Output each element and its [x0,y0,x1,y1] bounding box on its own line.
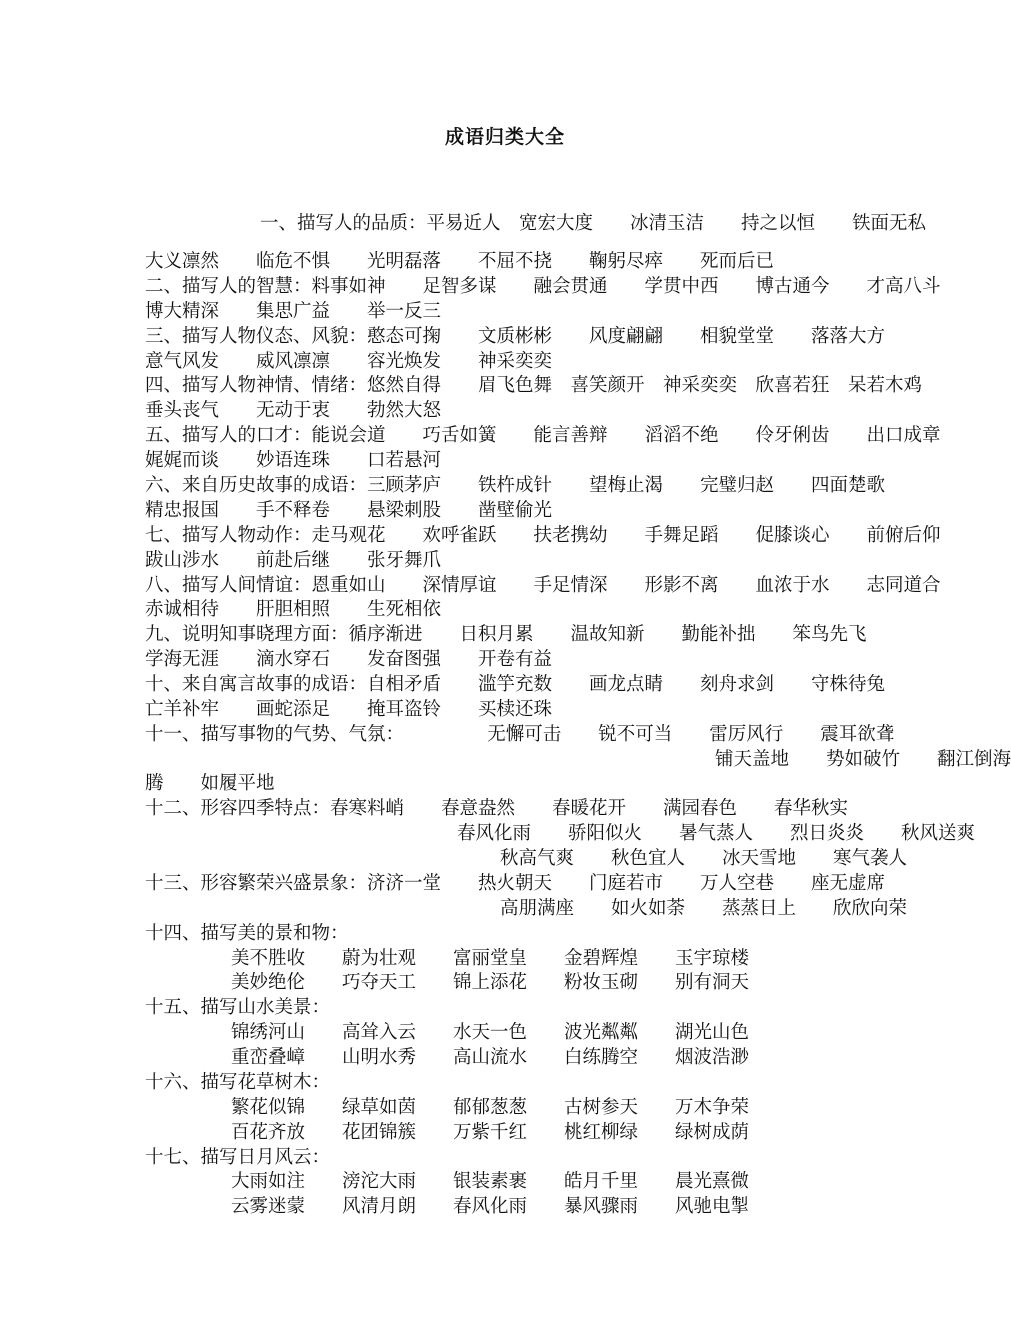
text-line: 繁花似锦 绿草如茵 郁郁葱葱 古树参天 万木争荣 [231,1097,750,1118]
text-line: 锦绣河山 高耸入云 水天一色 波光粼粼 湖光山色 [231,1022,750,1043]
text-line: 跋山涉水 前赴后继 张牙舞爪 [145,550,442,571]
text-line: 美不胜收 蔚为壮观 富丽堂皇 金碧辉煌 玉宇琼楼 [231,948,750,969]
text-line: 十七、描写日月风云： [145,1147,331,1168]
text-line: 大义凛然 临危不惧 光明磊落 不屈不挠 鞠躬尽瘁 死而后已 [145,251,775,272]
text-line: 六、来自历史故事的成语：三顾茅庐 铁杵成针 望梅止渴 完璧归赵 四面楚歌 [145,475,886,496]
text-line: 百花齐放 花团锦簇 万紫千红 桃红柳绿 绿树成荫 [231,1122,750,1143]
text-line: 九、说明知事晓理方面：循序渐进 日积月累 温故知新 勤能补拙 笨鸟先飞 [145,624,867,645]
text-line: 铺天盖地 势如破竹 翻江倒海 [715,749,1011,770]
text-line: 美妙绝伦 巧夺天工 锦上添花 粉妆玉砌 别有洞天 [231,972,750,993]
text-line: 十三、形容繁荣兴盛景象：济济一堂 热火朝天 门庭若市 万人空巷 座无虚席 [145,873,886,894]
page-title: 成语归类大全 [444,126,565,148]
text-line: 十二、形容四季特点：春寒料峭 春意盎然 春暖花开 满园春色 春华秋实 [145,798,849,819]
text-line: 十、来自寓言故事的成语：自相矛盾 滥竽充数 画龙点睛 刻舟求剑 守株待兔 [145,674,886,695]
text-line: 高朋满座 如火如荼 蒸蒸日上 欣欣向荣 [500,898,908,919]
text-line: 十六、描写花草树木： [145,1072,331,1093]
text-line: 一、描写人的品质：平易近人 宽宏大度 冰清玉洁 持之以恒 铁面无私 [260,213,927,234]
text-line: 十四、描写美的景和物： [145,923,349,944]
text-line: 秋高气爽 秋色宜人 冰天雪地 寒气袭人 [500,848,908,869]
text-line: 云雾迷蒙 风清月朗 春风化雨 暴风骤雨 风驰电掣 [231,1196,750,1217]
text-line: 精忠报国 手不释卷 悬梁刺股 凿壁偷光 [145,500,553,521]
text-line: 三、描写人物仪态、风貌：憨态可掬 文质彬彬 风度翩翩 相貌堂堂 落落大方 [145,326,886,347]
text-line: 博大精深 集思广益 举一反三 [145,301,442,322]
text-line: 腾 如履平地 [145,773,275,794]
text-line: 亡羊补牢 画蛇添足 掩耳盗铃 买椟还珠 [145,699,553,720]
text-line: 十一、描写事物的气势、气氛： 无懈可击 锐不可当 雷厉风行 震耳欲聋 [145,724,895,745]
text-line: 五、描写人的口才：能说会道 巧舌如簧 能言善辩 滔滔不绝 伶牙俐齿 出口成章 [145,425,941,446]
text-line: 娓娓而谈 妙语连珠 口若悬河 [145,450,442,471]
text-line: 意气风发 威风凛凛 容光焕发 神采奕奕 [145,351,553,372]
text-line: 四、描写人物神情、情绪：悠然自得 眉飞色舞 喜笑颜开 神采奕奕 欣喜若狂 呆若木鸡 [145,375,923,396]
text-line: 八、描写人间情谊：恩重如山 深情厚谊 手足情深 形影不离 血浓于水 志同道合 [145,575,941,596]
text-line: 十五、描写山水美景： [145,997,331,1018]
text-line: 春风化雨 骄阳似火 暑气蒸人 烈日炎炎 秋风送爽 [457,823,976,844]
text-line: 七、描写人物动作：走马观花 欢呼雀跃 扶老携幼 手舞足蹈 促膝谈心 前俯后仰 [145,525,941,546]
text-line: 重峦叠嶂 山明水秀 高山流水 白练腾空 烟波浩渺 [231,1047,750,1068]
text-line: 赤诚相待 肝胆相照 生死相依 [145,599,442,620]
text-line: 二、描写人的智慧：料事如神 足智多谋 融会贯通 学贯中西 博古通今 才高八斗 [145,276,941,297]
text-line: 学海无涯 滴水穿石 发奋图强 开卷有益 [145,649,553,670]
text-line: 大雨如注 滂沱大雨 银装素裹 皓月千里 晨光熹微 [231,1171,750,1192]
text-line: 垂头丧气 无动于衷 勃然大怒 [145,400,442,421]
